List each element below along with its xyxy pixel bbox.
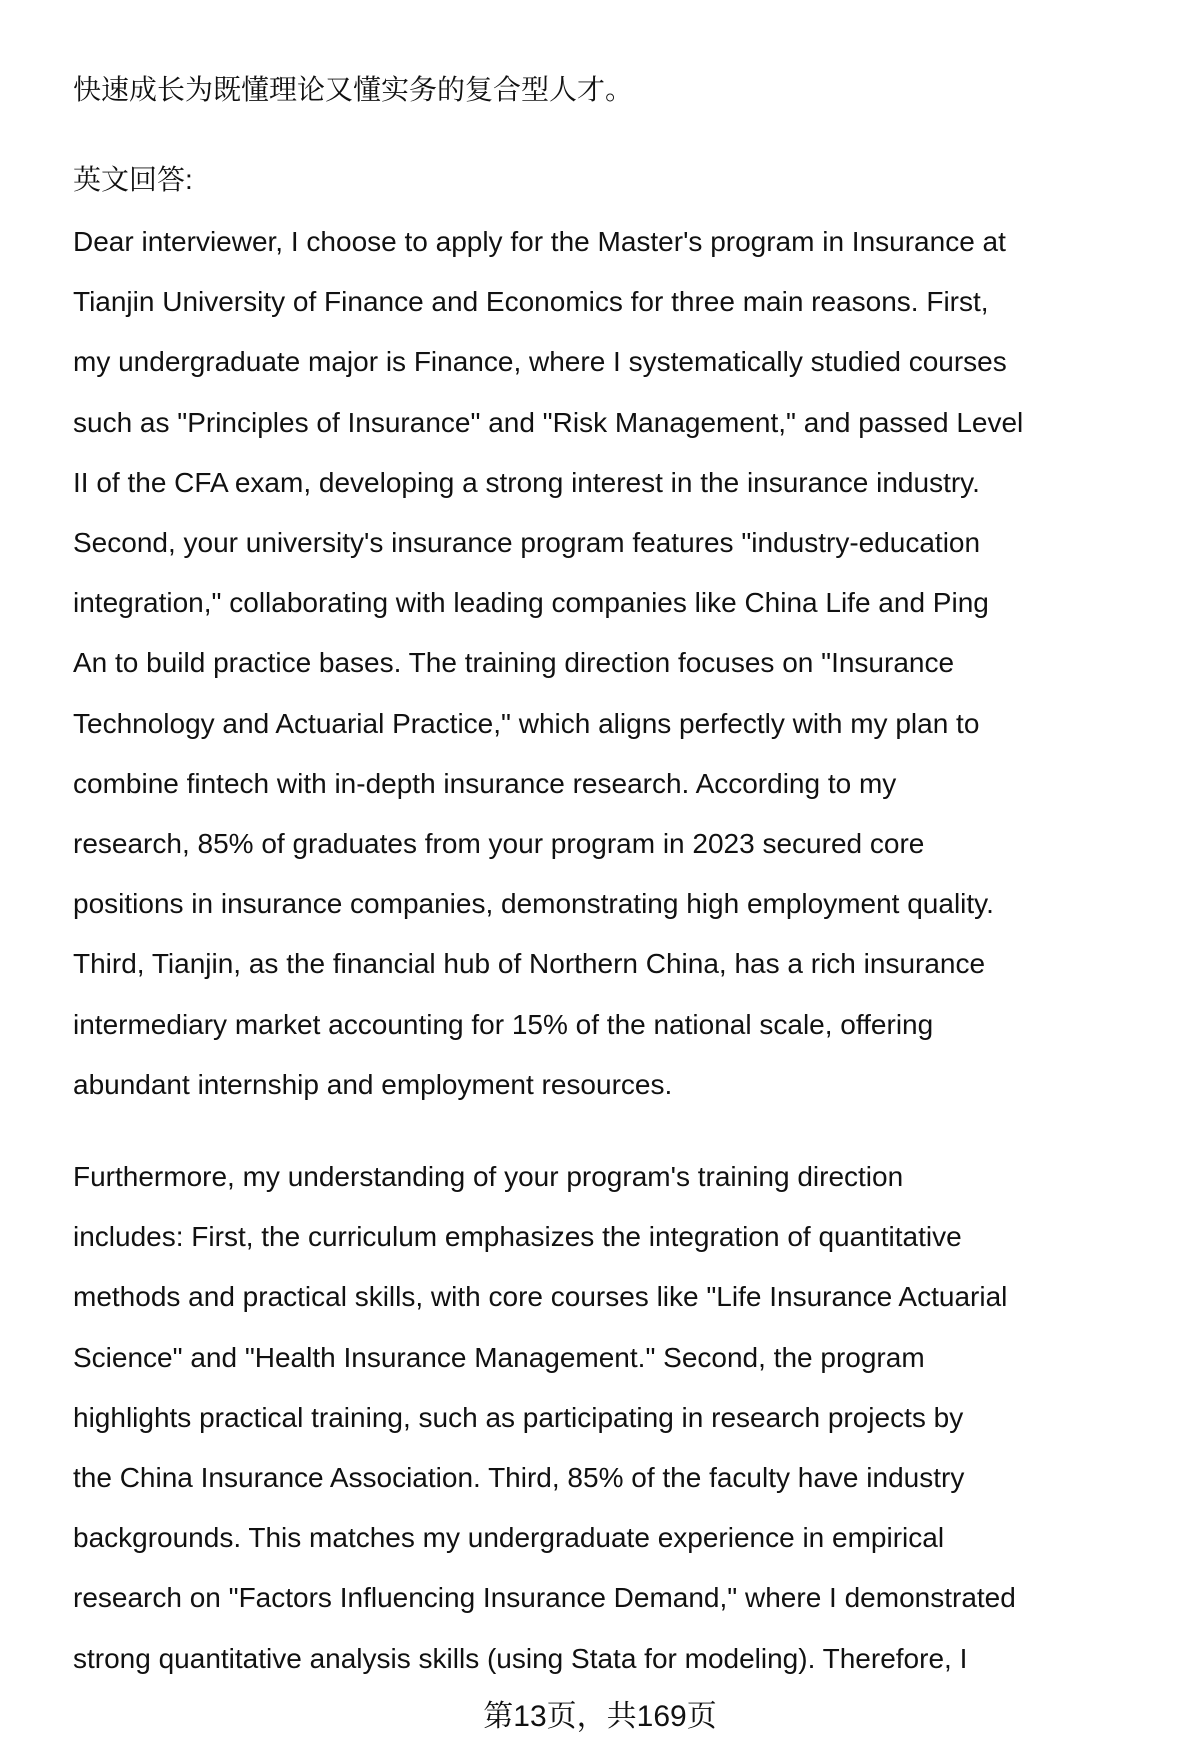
text-line: methods and practical skills, with core courses like "Life Insurance Actuarial	[73, 1281, 1008, 1313]
text-line: integration," collaborating with leading companies like China Life and Ping	[73, 587, 989, 619]
text-line: strong quantitative analysis skills (using Stata for modeling). Therefore, I	[73, 1642, 968, 1674]
text-line: includes: First, the curriculum emphasizes the integration of quantitative	[73, 1221, 962, 1253]
text-line: Furthermore, my understanding of your program's training direction	[73, 1161, 904, 1192]
text-line: abundant internship and employment resources.	[73, 1068, 673, 1100]
text-line: positions in insurance companies, demonstrating high employment quality.	[73, 888, 994, 920]
text-line: Technology and Actuarial Practice," which aligns perfectly with my plan to	[73, 707, 980, 739]
text-line: Tianjin University of Finance and Economics for three main reasons. First,	[73, 286, 989, 318]
text-line: Second, your university's insurance program features "industry-education	[73, 527, 981, 558]
text-line: An to build practice bases. The training direction focuses on "Insurance	[73, 647, 955, 679]
intro-line: 快速成长为既懂理论又懂实务的复合型人才。	[73, 74, 634, 105]
text-line: research, 85% of graduates from your program in 2023 secured core	[73, 828, 925, 859]
text-line: Science" and "Health Insurance Management." Second, the program	[73, 1341, 925, 1373]
page-number: 第13页，共169页	[483, 1700, 717, 1733]
text-line: backgrounds. This matches my undergraduate experience in empirical	[73, 1522, 945, 1554]
text-line: combine fintech with in-depth insurance research. According to my	[73, 767, 897, 799]
text-line: II of the CFA exam, developing a strong interest in the insurance industry.	[73, 466, 980, 498]
text-line: Third, Tianjin, as the financial hub of Northern China, has a rich insurance	[73, 948, 986, 980]
text-line: intermediary market accounting for 15% of the national scale, offering	[73, 1008, 934, 1040]
text-line: Dear interviewer, I choose to apply for the Master's program in Insurance at	[73, 226, 1006, 257]
text-line: highlights practical training, such as participating in research projects by	[73, 1401, 964, 1433]
text-line: research on "Factors Influencing Insurance Demand," where I demonstrated	[73, 1582, 1016, 1614]
text-line: the China Insurance Association. Third, 85% of the faculty have industry	[73, 1462, 965, 1493]
text-line: my undergraduate major is Finance, where I systematically studied courses	[73, 346, 1007, 378]
section-heading: 英文回答:	[73, 164, 193, 195]
text-line: such as "Principles of Insurance" and "Risk Management," and passed Level	[73, 406, 1024, 438]
